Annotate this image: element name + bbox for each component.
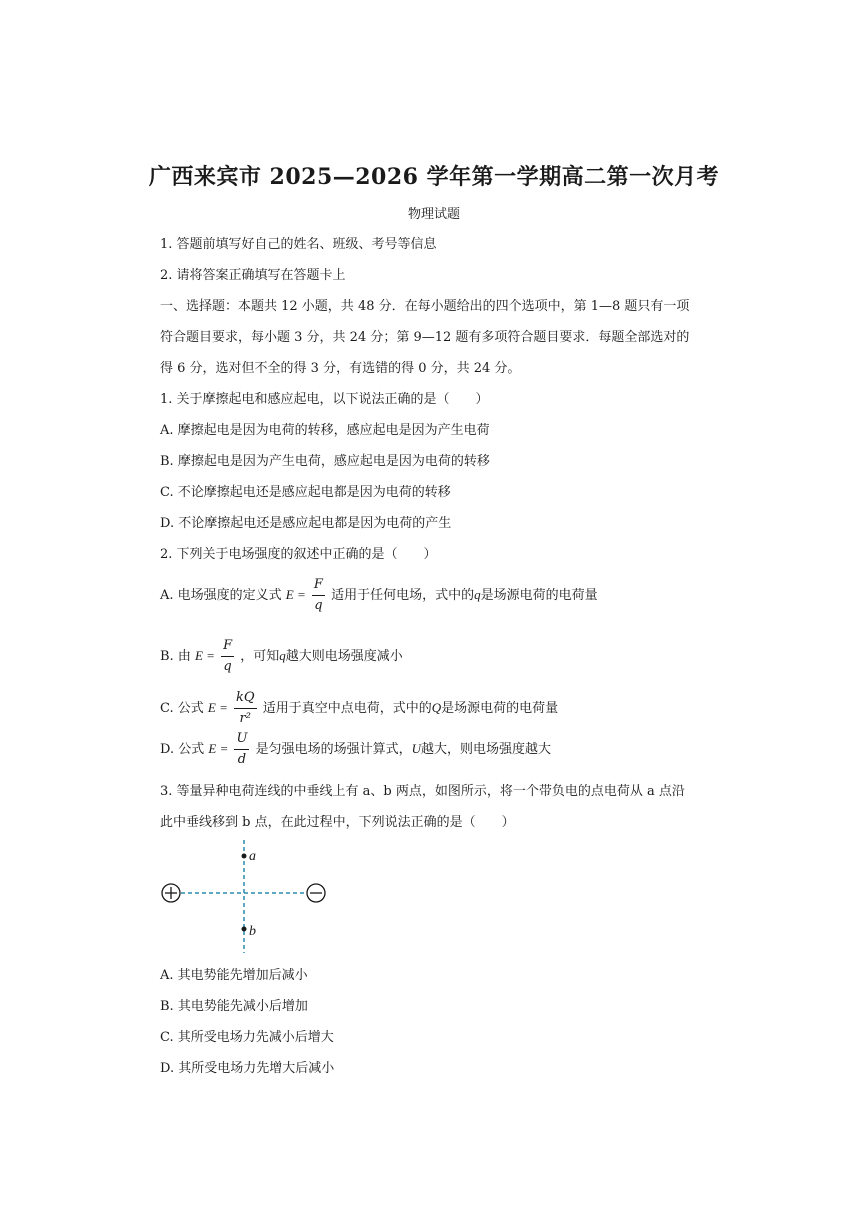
point-b-dot bbox=[242, 927, 247, 932]
q2-a-text: 适用于任何电场，式中的 bbox=[331, 588, 475, 603]
q2-b-num: F bbox=[221, 636, 234, 657]
point-a-dot bbox=[242, 854, 247, 859]
q2-c-den: r² bbox=[239, 711, 251, 726]
q2-a-fraction bbox=[312, 575, 325, 616]
q2-b-text: ，可知 bbox=[240, 649, 280, 664]
q2-c-fraction bbox=[234, 688, 257, 729]
q2-c-prefix: C. 公式 bbox=[160, 701, 204, 716]
q3-option-c: C. 其所受电场力先减小后增大 bbox=[160, 1030, 334, 1045]
section-line-1: 一、选择题：本题共 12 小题，共 48 分．在每小题给出的四个选项中，第 1—8 题只有一项 bbox=[160, 299, 690, 314]
q1-option-a: A. 摩擦起电是因为电荷的转移，感应起电是因为产生电荷 bbox=[160, 423, 490, 438]
negative-charge-icon bbox=[307, 884, 325, 902]
q2-c-end: 是场源电荷的电荷量 bbox=[441, 701, 559, 716]
q2-a-den: q bbox=[314, 598, 323, 613]
q1-option-c: C. 不论摩擦起电还是感应起电都是因为电荷的转移 bbox=[160, 485, 451, 500]
q1-stem: 1. 关于摩擦起电和感应起电，以下说法正确的是（ ） bbox=[160, 392, 489, 407]
q2-a-num: F bbox=[312, 575, 325, 596]
q2-b-eq: E = bbox=[194, 648, 215, 663]
q2-option-d bbox=[160, 729, 551, 770]
q2-stem: 2. 下列关于电场强度的叙述中正确的是（ ） bbox=[160, 547, 437, 562]
q2-d-prefix: D. 公式 bbox=[160, 742, 205, 757]
section-line-2: 符合题目要求，每小题 3 分，共 24 分；第 9—12 题有多项符合题目要求．每题全部选对的 bbox=[160, 330, 690, 345]
q3-stem-line-1: 3. 等量异种电荷连线的中垂线上有 a、b 两点，如图所示，将一个带负电的点电荷从 a 点沿 bbox=[160, 784, 685, 799]
q3-option-d: D. 其所受电场力先增大后减小 bbox=[160, 1061, 335, 1076]
q2-c-eq: E = bbox=[207, 700, 228, 715]
q2-c-var: Q bbox=[431, 700, 442, 715]
q2-d-end: 越大，则电场强度越大 bbox=[421, 742, 552, 757]
q2-option-b bbox=[160, 636, 403, 677]
section-line-3: 得 6 分，选对但不全的得 3 分，有选错的得 0 分，共 24 分。 bbox=[160, 361, 521, 376]
note-2: 2. 请将答案正确填写在答题卡上 bbox=[160, 268, 346, 283]
q2-b-prefix: B. 由 bbox=[160, 649, 191, 664]
q2-d-var: U bbox=[411, 741, 421, 756]
q2-b-var: q bbox=[279, 648, 286, 663]
q2-d-num: U bbox=[234, 729, 249, 750]
exam-title: 广西来宾市 2025—2026 学年第一学期高二第一次月考 bbox=[148, 164, 720, 190]
q2-d-eq: E = bbox=[208, 741, 229, 756]
q2-c-num: kQ bbox=[234, 688, 257, 709]
q2-option-a bbox=[160, 575, 598, 616]
q3-stem-line-2: 此中垂线移到 b 点，在此过程中，下列说法正确的是（ ） bbox=[160, 815, 515, 830]
q3-option-a: A. 其电势能先增加后减小 bbox=[160, 968, 308, 983]
q3-option-b: B. 其电势能先减小后增加 bbox=[160, 999, 308, 1014]
q1-option-b: B. 摩擦起电是因为产生电荷，感应起电是因为电荷的转移 bbox=[160, 454, 490, 469]
q2-d-fraction bbox=[234, 729, 249, 770]
q2-option-c bbox=[160, 688, 558, 729]
point-b-label: b bbox=[249, 924, 256, 939]
q2-c-text: 适用于真空中点电荷，式中的 bbox=[262, 701, 432, 716]
q2-a-end: 是场源电荷的电荷量 bbox=[480, 588, 598, 603]
q2-a-eq: E = bbox=[285, 587, 306, 602]
q1-option-d: D. 不论摩擦起电还是感应起电都是因为电荷的产生 bbox=[160, 516, 452, 531]
positive-charge-icon bbox=[162, 884, 180, 902]
q2-a-var: q bbox=[474, 587, 481, 602]
q2-b-den: q bbox=[223, 659, 232, 674]
point-a-label: a bbox=[249, 849, 256, 864]
q2-b-fraction bbox=[221, 636, 234, 677]
exam-subtitle: 物理试题 bbox=[407, 207, 460, 222]
q2-b-end: 越大则电场强度减小 bbox=[285, 649, 403, 664]
q2-d-text: 是匀强电场的场强计算式， bbox=[255, 742, 412, 757]
q2-d-den: d bbox=[237, 752, 247, 767]
q3-figure bbox=[155, 835, 345, 960]
q2-a-prefix: A. 电场强度的定义式 bbox=[160, 588, 282, 603]
note-1: 1. 答题前填写好自己的姓名、班级、考号等信息 bbox=[160, 237, 437, 252]
